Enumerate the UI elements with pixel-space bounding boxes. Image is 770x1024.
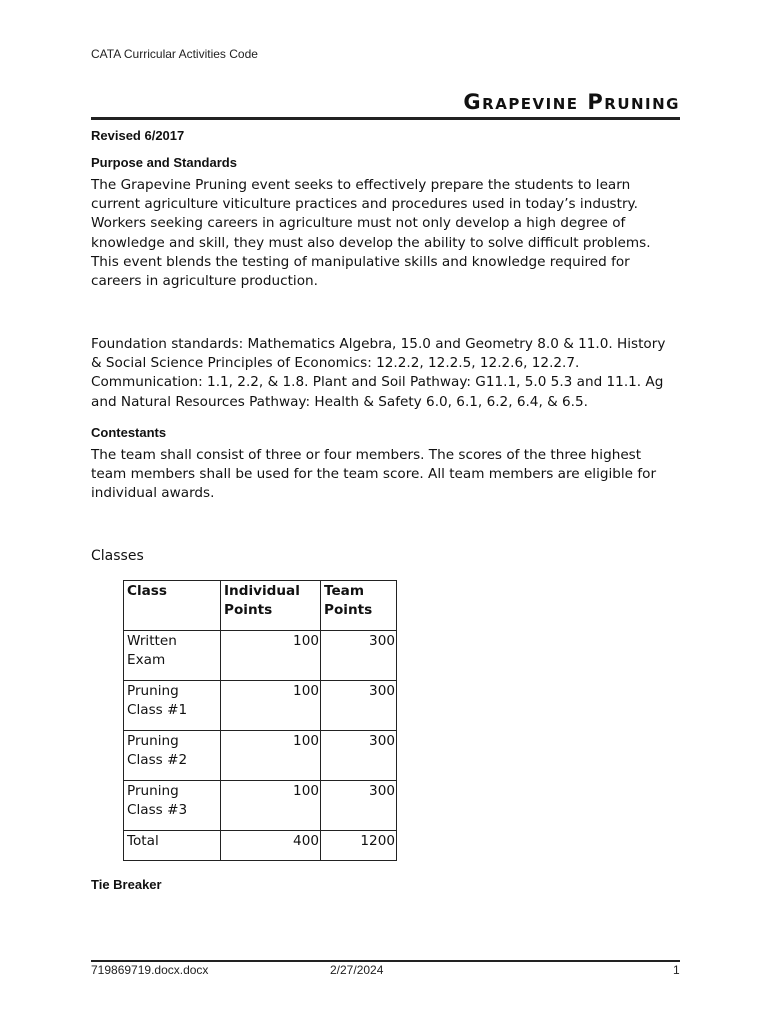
team-points-cell: 300	[321, 631, 397, 681]
revised-label: Revised 6/2017	[91, 128, 185, 143]
footer-page-number: 1	[673, 963, 680, 977]
individual-points-cell: 100	[221, 631, 321, 681]
page-title	[91, 90, 680, 114]
individual-points-cell: 100	[221, 781, 321, 831]
table-row	[124, 781, 397, 831]
classes-table	[123, 580, 397, 861]
title-word-2-initial: P	[587, 90, 605, 114]
standards-body: Foundation standards: Mathematics Algebra, 15.0 and Geometry 8.0 & 11.0. History & Social Science Principles of Economics: 12.2.2, 12.2.5, 12.2.6, 12.2.7. Communication: 1.1, 2.2, & 1.8. Plant and Soil Pathway: G11.1, 5.0 5.3 and 11.1. Ag and Natural Resources Pathway: Health & Safety 6.0, 6.1, 6.2, 6.4, & 6.5.	[91, 336, 666, 410]
title-word-1-rest: rapevine	[482, 90, 579, 114]
title-rule	[91, 117, 680, 120]
classes-heading: Classes	[91, 548, 144, 564]
footer-date: 2/27/2024	[330, 963, 384, 977]
table-row	[124, 631, 397, 681]
table-row	[124, 731, 397, 781]
class-name-cell: Written Exam	[124, 631, 221, 681]
class-name-cell: Pruning Class #2	[124, 731, 221, 781]
purpose-heading: Purpose and Standards	[91, 155, 237, 170]
purpose-body: The Grapevine Pruning event seeks to effectively prepare the students to learn current agriculture viticulture practices and procedures used in today’s industry. Workers seeking careers in agriculture must not only develop a high degree of knowledge and skill, they must also develop the ability to solve difficult problems. This event blends the testing of manipulative skills and knowledge required for careers in agriculture production.	[91, 177, 651, 290]
column-header-class: Class	[124, 581, 221, 631]
column-header-individual-points: Individual Points	[221, 581, 321, 631]
title-word-1-initial: G	[463, 90, 483, 114]
contestants-body: The team shall consist of three or four members. The scores of the three highest team members shall be used for the team score. All team members are eligible for individual awards.	[91, 447, 657, 502]
title-word-2-rest: runing	[604, 90, 680, 114]
column-header-team-points: Team Points	[321, 581, 397, 631]
team-points-cell: 300	[321, 731, 397, 781]
class-name-cell: Pruning Class #1	[124, 681, 221, 731]
class-name-cell: Total	[124, 831, 221, 861]
team-points-cell: 300	[321, 781, 397, 831]
team-points-cell: 300	[321, 681, 397, 731]
footer-filename: 719869719.docx.docx	[91, 963, 209, 977]
contestants-heading: Contestants	[91, 425, 167, 440]
table-row	[124, 681, 397, 731]
team-points-cell: 1200	[321, 831, 397, 861]
individual-points-cell: 400	[221, 831, 321, 861]
table-total-row	[124, 831, 397, 861]
running-header: CATA Curricular Activities Code	[91, 47, 258, 61]
footer-rule	[91, 960, 680, 962]
individual-points-cell: 100	[221, 681, 321, 731]
individual-points-cell: 100	[221, 731, 321, 781]
table-header-row	[124, 581, 397, 631]
class-name-cell: Pruning Class #3	[124, 781, 221, 831]
tie-breaker-heading: Tie Breaker	[91, 877, 162, 892]
